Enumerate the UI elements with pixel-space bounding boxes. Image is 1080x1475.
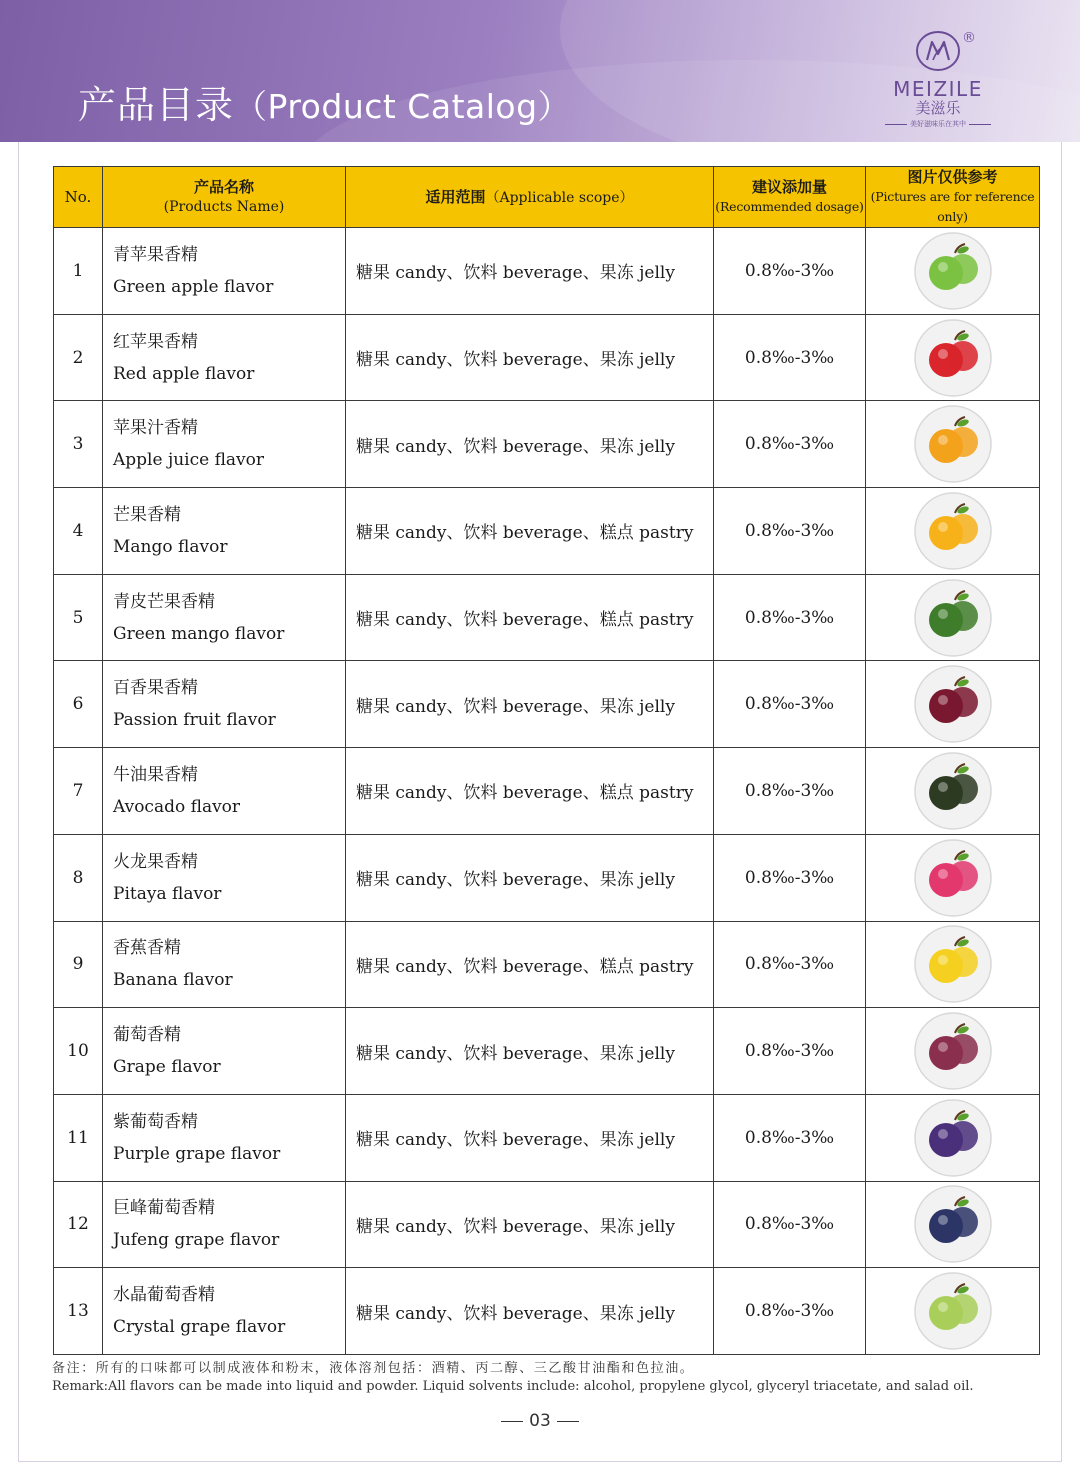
table-row bbox=[54, 748, 1040, 835]
product-name bbox=[103, 1094, 346, 1181]
header-scope-cn: 适用范围 bbox=[425, 187, 486, 206]
green-apple-icon bbox=[913, 231, 993, 311]
product-name-en: Passion fruit flavor bbox=[113, 710, 276, 731]
row-number: 2 bbox=[54, 314, 103, 401]
product-name bbox=[103, 1268, 346, 1355]
brand-name-cn: 美滋乐 bbox=[915, 99, 961, 117]
table-header-row bbox=[54, 167, 1040, 228]
reference-picture bbox=[866, 1181, 1040, 1268]
apple-juice-icon bbox=[913, 404, 993, 484]
product-name-cn: 牛油果香精 bbox=[113, 764, 198, 785]
product-name-en: Crystal grape flavor bbox=[113, 1317, 286, 1338]
reference-picture bbox=[866, 488, 1040, 575]
product-name-cn: 火龙果香精 bbox=[113, 851, 198, 872]
brand-slogan: 美好滋味乐在其中 bbox=[878, 119, 998, 129]
header-applicable-scope bbox=[346, 167, 714, 228]
applicable-scope: 糖果 candy、饮料 beverage、糕点 pastry bbox=[346, 574, 714, 661]
header-product-name-en: (Products Name) bbox=[163, 199, 285, 215]
product-name-cn: 苹果汁香精 bbox=[113, 418, 198, 439]
product-name-cn: 芒果香精 bbox=[113, 504, 181, 525]
header-recommended-dosage bbox=[714, 167, 866, 228]
mango-icon bbox=[913, 491, 993, 571]
product-name bbox=[103, 748, 346, 835]
product-name-en: Green mango flavor bbox=[113, 623, 285, 644]
recommended-dosage: 0.8‰-3‰ bbox=[714, 574, 866, 661]
reference-picture bbox=[866, 228, 1040, 315]
red-apple-icon bbox=[913, 318, 993, 398]
row-number: 8 bbox=[54, 834, 103, 921]
product-name bbox=[103, 488, 346, 575]
table-row bbox=[54, 314, 1040, 401]
reference-picture bbox=[866, 401, 1040, 488]
page-number-text: 03 bbox=[529, 1411, 551, 1431]
logo-mark-icon bbox=[915, 30, 961, 72]
header-picture-en: (Pictures are for reference only) bbox=[870, 189, 1035, 224]
row-number: 10 bbox=[54, 1008, 103, 1095]
product-name bbox=[103, 834, 346, 921]
product-name-en: Red apple flavor bbox=[113, 363, 255, 384]
brand-name: MEIZILE bbox=[893, 77, 983, 101]
product-name-cn: 紫葡萄香精 bbox=[113, 1111, 198, 1132]
applicable-scope: 糖果 candy、饮料 beverage、糕点 pastry bbox=[346, 921, 714, 1008]
product-name-cn: 巨峰葡萄香精 bbox=[113, 1198, 215, 1219]
recommended-dosage: 0.8‰-3‰ bbox=[714, 921, 866, 1008]
row-number: 1 bbox=[54, 228, 103, 315]
product-name bbox=[103, 401, 346, 488]
table-row bbox=[54, 228, 1040, 315]
recommended-dosage: 0.8‰-3‰ bbox=[714, 834, 866, 921]
recommended-dosage: 0.8‰-3‰ bbox=[714, 228, 866, 315]
table-row bbox=[54, 488, 1040, 575]
recommended-dosage: 0.8‰-3‰ bbox=[714, 314, 866, 401]
remark-cn: 备注：所有的口味都可以制成液体和粉末，液体溶剂包括：酒精、丙二醇、三乙酸甘油酯和色拉油。 bbox=[52, 1361, 695, 1376]
table-row bbox=[54, 921, 1040, 1008]
passion-fruit-icon bbox=[913, 664, 993, 744]
recommended-dosage: 0.8‰-3‰ bbox=[714, 401, 866, 488]
registered-mark: ® bbox=[962, 30, 976, 46]
grape-icon bbox=[913, 1011, 993, 1091]
applicable-scope: 糖果 candy、饮料 beverage、果冻 jelly bbox=[346, 1268, 714, 1355]
product-name-en: Avocado flavor bbox=[113, 796, 241, 817]
row-number: 7 bbox=[54, 748, 103, 835]
applicable-scope: 糖果 candy、饮料 beverage、果冻 jelly bbox=[346, 401, 714, 488]
reference-picture bbox=[866, 1008, 1040, 1095]
page-title bbox=[78, 74, 571, 129]
table-row bbox=[54, 1094, 1040, 1181]
header-picture-cn: 图片仅供参考 bbox=[907, 168, 998, 186]
remark-note bbox=[52, 1360, 1042, 1396]
product-name bbox=[103, 921, 346, 1008]
pitaya-icon bbox=[913, 838, 993, 918]
reference-picture bbox=[866, 921, 1040, 1008]
product-name-cn: 水晶葡萄香精 bbox=[113, 1285, 215, 1306]
product-name bbox=[103, 314, 346, 401]
row-number: 5 bbox=[54, 574, 103, 661]
reference-picture bbox=[866, 834, 1040, 921]
reference-picture bbox=[866, 661, 1040, 748]
applicable-scope: 糖果 candy、饮料 beverage、果冻 jelly bbox=[346, 661, 714, 748]
product-name-cn: 青苹果香精 bbox=[113, 244, 198, 265]
row-number: 6 bbox=[54, 661, 103, 748]
header-banner bbox=[0, 0, 1080, 142]
row-number: 11 bbox=[54, 1094, 103, 1181]
product-name bbox=[103, 661, 346, 748]
table-row bbox=[54, 834, 1040, 921]
recommended-dosage: 0.8‰-3‰ bbox=[714, 1008, 866, 1095]
row-number: 4 bbox=[54, 488, 103, 575]
header-product-name bbox=[103, 167, 346, 228]
product-name bbox=[103, 228, 346, 315]
page-title-cn: 产品目录 bbox=[78, 83, 235, 127]
recommended-dosage: 0.8‰-3‰ bbox=[714, 1094, 866, 1181]
table-row bbox=[54, 661, 1040, 748]
reference-picture bbox=[866, 748, 1040, 835]
reference-picture bbox=[866, 1094, 1040, 1181]
applicable-scope: 糖果 candy、饮料 beverage、糕点 pastry bbox=[346, 748, 714, 835]
product-catalog-table bbox=[53, 166, 1040, 1355]
product-name-en: Green apple flavor bbox=[113, 276, 274, 297]
row-number: 12 bbox=[54, 1181, 103, 1268]
product-name-en: Pitaya flavor bbox=[113, 883, 222, 904]
applicable-scope: 糖果 candy、饮料 beverage、果冻 jelly bbox=[346, 1181, 714, 1268]
applicable-scope: 糖果 candy、饮料 beverage、糕点 pastry bbox=[346, 488, 714, 575]
product-name-cn: 青皮芒果香精 bbox=[113, 591, 215, 612]
product-name bbox=[103, 1008, 346, 1095]
table-row bbox=[54, 1268, 1040, 1355]
reference-picture bbox=[866, 1268, 1040, 1355]
product-name-en: Mango flavor bbox=[113, 536, 228, 557]
table-row bbox=[54, 1181, 1040, 1268]
reference-picture bbox=[866, 314, 1040, 401]
header-no: No. bbox=[54, 167, 103, 228]
product-name-en: Apple juice flavor bbox=[113, 450, 265, 471]
jufeng-grape-icon bbox=[913, 1184, 993, 1264]
header-dosage-en: (Recommended dosage) bbox=[715, 199, 864, 214]
product-name-en: Banana flavor bbox=[113, 970, 233, 991]
header-picture bbox=[866, 167, 1040, 228]
row-number: 9 bbox=[54, 921, 103, 1008]
recommended-dosage: 0.8‰-3‰ bbox=[714, 488, 866, 575]
header-product-name-cn: 产品名称 bbox=[193, 178, 254, 196]
applicable-scope: 糖果 candy、饮料 beverage、果冻 jelly bbox=[346, 1008, 714, 1095]
table-row bbox=[54, 1008, 1040, 1095]
avocado-icon bbox=[913, 751, 993, 831]
product-name-cn: 百香果香精 bbox=[113, 678, 198, 699]
recommended-dosage: 0.8‰-3‰ bbox=[714, 661, 866, 748]
recommended-dosage: 0.8‰-3‰ bbox=[714, 1181, 866, 1268]
product-name-en: Purple grape flavor bbox=[113, 1143, 281, 1164]
banana-icon bbox=[913, 924, 993, 1004]
product-name-en: Grape flavor bbox=[113, 1057, 221, 1078]
page-title-en: （Product Catalog） bbox=[234, 87, 572, 126]
row-number: 13 bbox=[54, 1268, 103, 1355]
recommended-dosage: 0.8‰-3‰ bbox=[714, 1268, 866, 1355]
brand-logo bbox=[878, 30, 998, 140]
product-name-cn: 香蕉香精 bbox=[113, 938, 181, 959]
product-name bbox=[103, 1181, 346, 1268]
product-name bbox=[103, 574, 346, 661]
recommended-dosage: 0.8‰-3‰ bbox=[714, 748, 866, 835]
product-name-cn: 葡萄香精 bbox=[113, 1025, 181, 1046]
page-number bbox=[0, 1411, 1080, 1431]
crystal-grape-icon bbox=[913, 1271, 993, 1351]
row-number: 3 bbox=[54, 401, 103, 488]
table-row bbox=[54, 401, 1040, 488]
table-row bbox=[54, 574, 1040, 661]
product-name-en: Jufeng grape flavor bbox=[113, 1230, 280, 1251]
remark-en: Remark:All flavors can be made into liquid and powder. Liquid solvents include: alcohol, propylene glycol, glyceryl triacetate, and salad oil. bbox=[52, 1379, 974, 1394]
applicable-scope: 糖果 candy、饮料 beverage、果冻 jelly bbox=[346, 1094, 714, 1181]
product-name-cn: 红苹果香精 bbox=[113, 331, 198, 352]
applicable-scope: 糖果 candy、饮料 beverage、果冻 jelly bbox=[346, 834, 714, 921]
applicable-scope: 糖果 candy、饮料 beverage、果冻 jelly bbox=[346, 228, 714, 315]
applicable-scope: 糖果 candy、饮料 beverage、果冻 jelly bbox=[346, 314, 714, 401]
header-dosage-cn: 建议添加量 bbox=[751, 178, 827, 196]
green-mango-icon bbox=[913, 578, 993, 658]
purple-grape-icon bbox=[913, 1098, 993, 1178]
header-scope-en: （Applicable scope） bbox=[485, 189, 634, 206]
reference-picture bbox=[866, 574, 1040, 661]
